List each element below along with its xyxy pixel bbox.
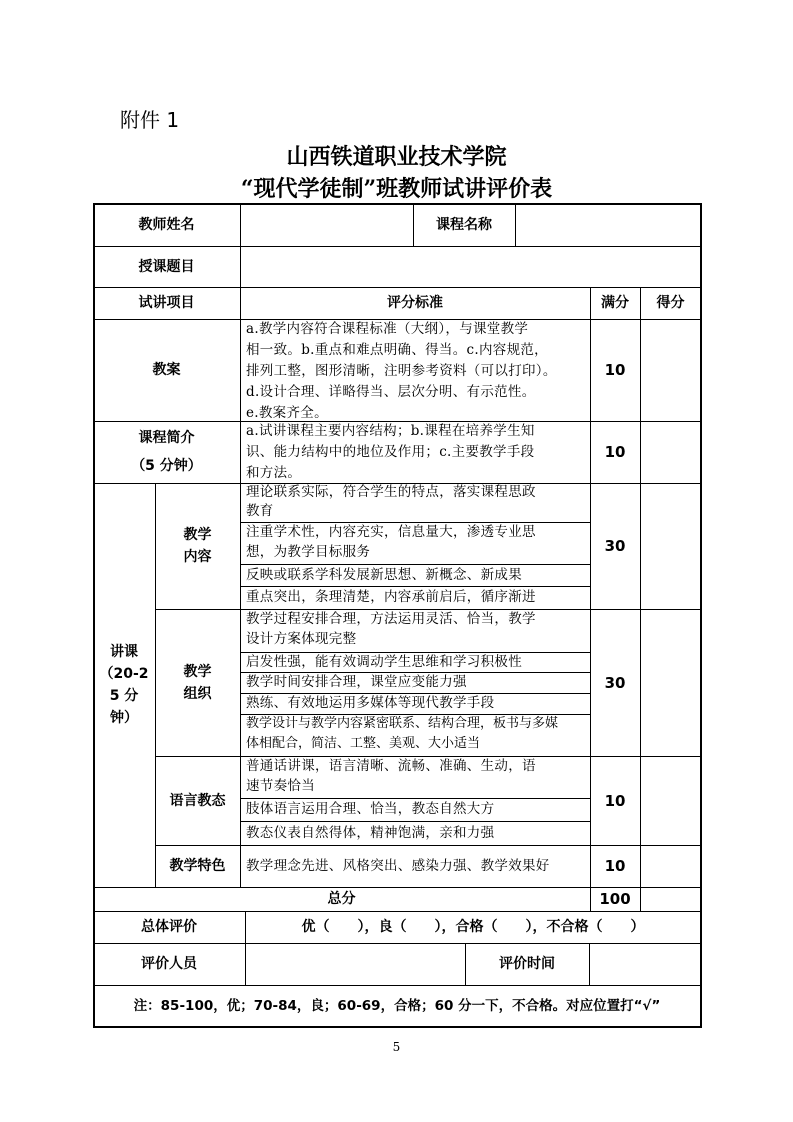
lecture-label: 讲课 （20-2 5 分 钟） [99,644,149,726]
column-item: 试讲项目 [138,295,195,311]
intro-criteria: a.试讲课程主要内容结构；b.课程在培养学生知 识、能力结构中的地位及作用；c.主要教学手段 和方法。 [246,423,535,481]
total-score-field[interactable] [640,887,701,911]
language-criterion-2: 肢体语言运用合理、恰当，教态自然大方 [246,801,495,817]
topic-label: 授课题目 [138,258,195,275]
teacher-name-label: 教师姓名 [138,216,195,233]
school-title: 山西铁道职业技术学院 [286,144,507,170]
total-label: 总分 [327,891,356,907]
organization-criterion-5: 教学设计与教学内容紧密联系、结构合理，板书与多媒 体相配合，简洁、工整、美观、大小适当 [246,716,559,751]
lesson-plan-full-score: 10 [604,361,626,379]
content-criterion-2: 注重学术性，内容充实，信息量大，渗透专业思 想，为教学目标服务 [246,524,536,560]
feature-label: 教学特色 [169,858,226,874]
content-criterion-4: 重点突出，条理清楚，内容承前启后，循序渐进 [246,589,536,605]
evaluator-label: 评价人员 [141,956,197,972]
language-full-score: 10 [604,791,626,810]
organization-full-score: 30 [604,673,626,692]
intro-full-score: 10 [604,443,626,461]
content-score-field[interactable] [640,483,701,609]
course-name-label: 课程名称 [436,216,492,233]
lesson-plan-criteria: a.教学内容符合课程标准（大纲），与课堂教学 相一致。b.重点和难点明确、得当。c.内容规范， 排列工整，图形清晰，注明参考资料（可以打印）。 d.设计合理、详略得当、层次分明、有示范性。 e.教案齐全。 [246,321,557,421]
page-number: 5 [392,1040,401,1054]
course-name-field[interactable] [515,203,701,246]
content-criterion-1: 理论联系实际，符合学生的特点，落实课程思政 教育 [246,484,536,519]
organization-label: 教学 组织 [183,663,212,702]
column-full-score: 满分 [601,295,629,311]
overall-label: 总体评价 [141,919,197,935]
teacher-name-field[interactable] [240,203,413,246]
grading-note: 注：85-100，优；70-84，良；60-69，合格；60 分一下，不合格。对应位置打“√” [133,998,661,1014]
organization-criterion-2: 启发性强，能有效调动学生思维和学习积极性 [246,653,522,670]
language-label: 语言教态 [169,792,226,809]
form-title: “现代学徒制”班教师试讲评价表 [240,176,553,202]
topic-field[interactable] [240,246,701,287]
content-full-score: 30 [604,537,626,555]
language-criterion-1: 普通话讲课，语言清晰、流畅、准确、生动，语 速节奏恰当 [246,758,536,794]
language-criterion-3: 教态仪表自然得体，精神饱满，亲和力强 [246,824,495,841]
lesson-plan-label: 教案 [152,362,181,378]
feature-full-score: 10 [604,857,626,875]
content-criterion-3: 反映或联系学科发展新思想、新概念、新成果 [246,566,522,583]
organization-criterion-3: 教学时间安排合理，课堂应变能力强 [246,674,467,690]
lesson-plan-score-field[interactable] [640,319,701,421]
attachment-label: 附件 1 [120,108,180,132]
overall-options[interactable]: 优（ ），良（ ），合格（ ），不合格（ ） [301,919,645,935]
column-score: 得分 [656,295,685,311]
evaluation-time-label: 评价时间 [499,956,555,972]
feature-criteria: 教学理念先进、风格突出、感染力强、教学效果好 [246,857,550,874]
intro-score-field[interactable] [640,421,701,483]
total-full-score: 100 [599,890,631,908]
column-criteria: 评分标准 [387,295,443,311]
language-score-field[interactable] [640,756,701,845]
organization-criterion-4: 熟练、有效地运用多媒体等现代教学手段 [246,695,495,711]
organization-criterion-1: 教学过程安排合理，方法运用灵活、恰当，教学 设计方案体现完整 [246,611,536,647]
intro-label: 课程简介 （5 分钟） [131,430,202,474]
content-label: 教学 内容 [183,527,212,565]
evaluator-field[interactable] [245,943,465,985]
feature-score-field[interactable] [640,845,701,887]
evaluation-time-field[interactable] [589,943,701,985]
organization-score-field[interactable] [640,609,701,756]
